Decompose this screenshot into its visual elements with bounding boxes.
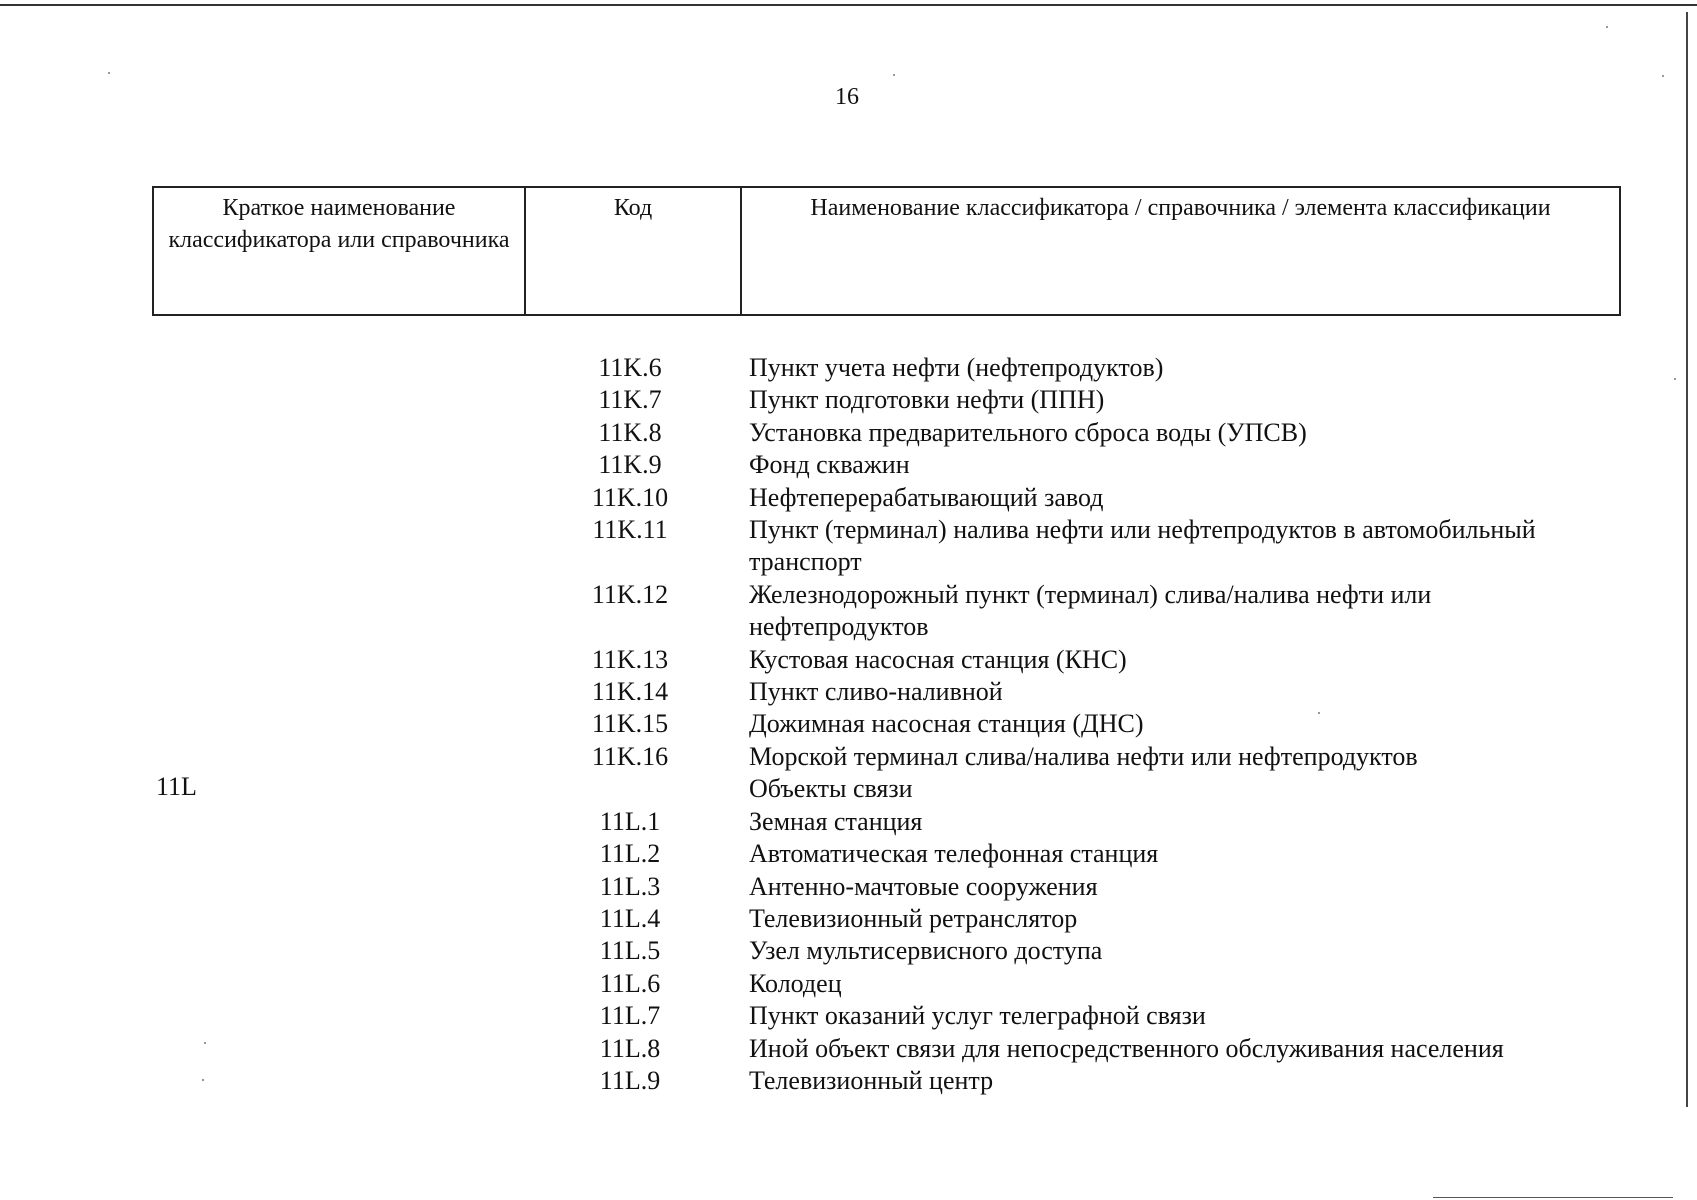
item-code: 11K.6	[598, 353, 662, 382]
item-name: Телевизионный ретранслятор	[749, 903, 1078, 933]
item-code: 11K.9	[598, 450, 662, 480]
list-item	[560, 1033, 1690, 1065]
item-name: Иной объект связи для непосредственного обслуживания населения	[749, 1033, 1504, 1063]
list-item	[560, 417, 1690, 449]
item-name: Дожимная насосная станция (ДНС)	[749, 709, 1144, 739]
item-code: 11L.6	[599, 968, 661, 998]
item-code: 11K.10	[591, 482, 669, 512]
item-name: Пункт учета нефти (нефтепродуктов)	[749, 353, 1164, 382]
item-name: Кустовая насосная станция (КНС)	[749, 644, 1127, 674]
list-item	[560, 968, 1690, 1000]
item-code: 11K.8	[598, 417, 662, 447]
list-item	[560, 935, 1690, 967]
table-header	[152, 186, 1621, 316]
item-name: Установка предварительного сброса воды (УПСВ)	[749, 417, 1307, 447]
item-name: Пункт оказаний услуг телеграфной связи	[749, 1001, 1206, 1031]
list-item	[560, 708, 1690, 740]
scan-speck	[108, 72, 110, 74]
scan-speck	[204, 1042, 206, 1044]
item-code: 11K.11	[592, 515, 668, 545]
list-item	[560, 1065, 1690, 1097]
item-name: Антенно-мачтовые сооружения	[749, 871, 1098, 901]
scan-border-bottom	[1433, 1197, 1673, 1198]
list-item	[560, 741, 1690, 773]
item-name: Фонд скважин	[749, 450, 910, 480]
item-code: 11L.2	[599, 839, 661, 869]
item-name: Морской терминал слива/налива нефти или нефтепродуктов	[749, 741, 1418, 771]
item-code: 11L.7	[599, 1001, 661, 1031]
item-name: Пункт (терминал) налива нефти или нефтепродуктов в автомобильный транспорт	[749, 515, 1536, 577]
item-name: Нефтеперерабатывающий завод	[749, 482, 1104, 512]
list-item	[560, 449, 1690, 481]
group-heading: Объекты связи	[749, 774, 913, 804]
classifier-short-name: 11L	[156, 772, 197, 801]
item-code: 11K.16	[591, 741, 669, 771]
list-item	[560, 838, 1690, 870]
header-short-name: Краткое наименование классификатора или справочника	[154, 188, 526, 314]
item-code: 11L.1	[599, 806, 661, 836]
item-name: Земная станция	[749, 806, 923, 836]
item-name: Автоматическая телефонная станция	[749, 839, 1159, 869]
list-item	[560, 903, 1690, 935]
item-code: 11L.8	[599, 1033, 661, 1063]
list-item	[560, 871, 1690, 903]
item-code: 11K.13	[591, 644, 669, 674]
header-code: Код	[526, 188, 742, 314]
list-item	[560, 514, 1690, 579]
item-name: Железнодорожный пункт (терминал) слива/налива нефти или нефтепродуктов	[749, 579, 1432, 642]
item-code: 11L.3	[599, 871, 661, 901]
list-item	[560, 482, 1690, 514]
item-name: Колодец	[749, 968, 842, 998]
header-full-name: Наименование классификатора / справочника / элемента классификации	[810, 195, 1551, 221]
item-name: Пункт сливо-наливной	[749, 677, 1003, 707]
item-code: 11K.7	[598, 385, 662, 415]
item-name: Телевизионный центр	[749, 1065, 994, 1095]
item-name: Пункт подготовки нефти (ППН)	[749, 385, 1105, 415]
list-item	[560, 676, 1690, 708]
scan-speck	[1606, 26, 1608, 28]
group-heading-row	[560, 773, 1690, 805]
scan-speck	[1662, 75, 1664, 77]
scan-border-top	[0, 4, 1697, 6]
list-item	[560, 352, 1690, 384]
list-item	[560, 384, 1690, 416]
scan-speck	[202, 1079, 204, 1081]
item-code: 11L.4	[599, 903, 661, 933]
list-item	[560, 644, 1690, 676]
page-number: 16	[835, 84, 859, 110]
scan-speck	[893, 74, 895, 76]
item-code: 11L.5	[599, 936, 661, 966]
item-name: Узел мультисервисного доступа	[749, 936, 1103, 966]
item-code: 11K.15	[591, 709, 669, 739]
list-item	[560, 1000, 1690, 1032]
classification-list	[560, 352, 1690, 1097]
item-code: 11K.12	[591, 579, 669, 609]
list-item	[560, 579, 1690, 644]
item-code: 11K.14	[591, 677, 669, 707]
item-code	[560, 773, 700, 805]
list-item	[560, 806, 1690, 838]
item-code: 11L.9	[599, 1065, 661, 1095]
